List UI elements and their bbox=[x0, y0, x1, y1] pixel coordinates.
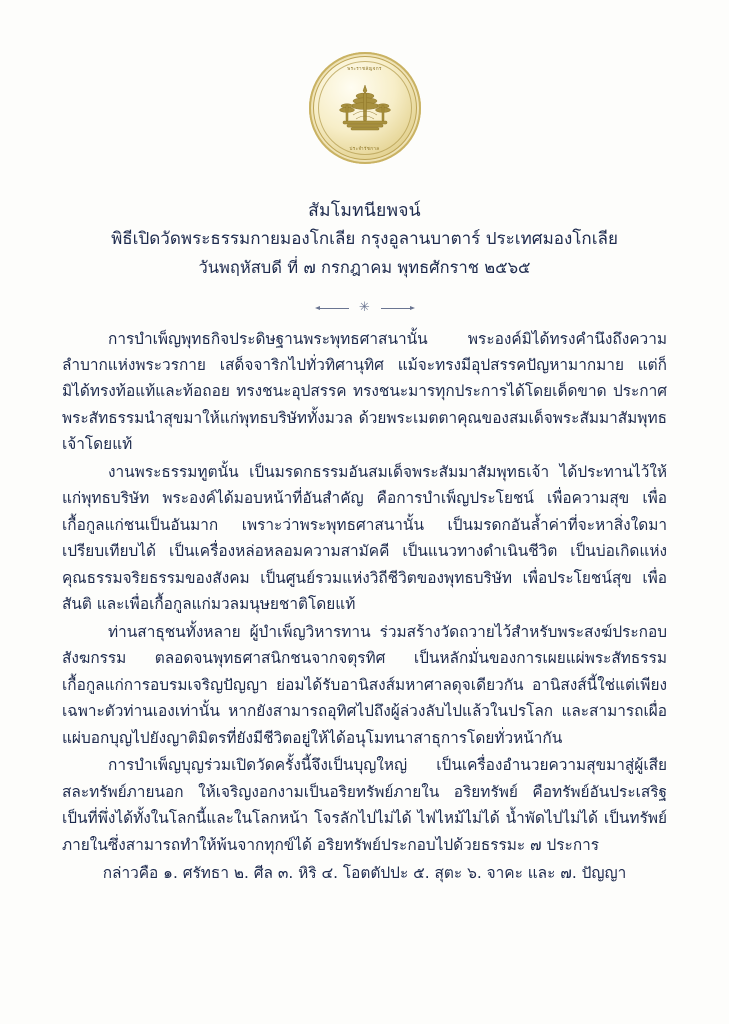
royal-garuda-seal-icon bbox=[309, 52, 421, 164]
emblem-top-text: พระราชลัญจกร bbox=[347, 67, 382, 72]
emblem-container bbox=[62, 0, 667, 164]
body-closing-line: กล่าวคือ ๑. ศรัทธา ๒. ศีล ๓. หิริ ๔. โอตตัปปะ ๕. สุตะ ๖. จาคะ และ ๗. ปัญญา bbox=[102, 864, 627, 883]
divider-star-icon: ✳ bbox=[359, 300, 370, 315]
emblem-artwork-icon bbox=[326, 69, 404, 147]
body-paragraph: การบำเพ็ญพุทธกิจประดิษฐานพระพุทธศาสนานั้น พระองค์มิได้ทรงคำนึงถึงความลำบากแห่งพระวรกาย เสด็จจาริกไปทั่วทิศานุทิศ แม้จะทรงมีอุปสรรคปัญหามากมาย แต่ก็มิได้ทรงท้อแท้และท้อถอย ทรงชนะอุปสรรค ทรงชนะมารทุกประการได้โดยเด็ดขาด ประกาศพระสัทธรรมนำสุขมาให้แก่พุทธบริษัททั้งมวล ด้วยพระเมตตาคุณของสมเด็จพระสัมมาสัมพุทธเจ้าโดยแท้ bbox=[62, 329, 667, 454]
page-subtitle: พิธีเปิดวัดพระธรรมกายมองโกเลีย กรุงอูลานบาตาร์ ประเทศมองโกเลีย bbox=[111, 229, 618, 250]
body-paragraph: ท่านสาธุชนทั้งหลาย ผู้บำเพ็ญวิหารทาน ร่วมสร้างวัดถวายไว้สำหรับพระสงฆ์ประกอบสังฆกรรม ตลอดจนพุทธศาสนิกชนจากจตุรทิศ เป็นหลักมั่นของการเผยแผ่พระสัทธรรม เกื้อกูลแก่การอบรมเจริญปัญญา ย่อมได้รับอานิสงส์มหาศาลดุจเดียวกัน อานิสงส์นี้ใช่แต่เพียงเฉพาะตัวท่านเองเท่านั้น หากยังสามารถอุทิศไปถึงผู้ล่วงลับไปแล้วในปรโลก และสามารถเผื่อแผ่บอกบุญไปยังญาติมิตรที่ยังมีชีวิตอยู่ให้ได้อนุโมทนาสาธุการโดยทั่วหน้ากัน bbox=[62, 622, 667, 747]
body-paragraph: งานพระธรรมทูตนั้น เป็นมรดกธรรมอันสมเด็จพระสัมมาสัมพุทธเจ้า ได้ประทานไว้ให้แก่พุทธบริษัท พระองค์ได้มอบหน้าที่อันสำคัญ คือการบำเพ็ญประโยชน์ เพื่อความสุข เพื่อเกื้อกูลแก่ชนเป็นอันมาก เพราะว่าพระพุทธศาสนานั้น เป็นมรดกอันล้ำค่าที่จะหาสิ่งใดมาเปรียบเทียบได้ เป็นเครื่องหล่อหลอมความสามัคคี เป็นแนวทางดำเนินชีวิต เป็นบ่อเกิดแห่งคุณธรรมจริยธรรมของสังคม เป็นศูนย์รวมแห่งวิถีชีวิตของพุทธบริษัท เพื่อประโยชน์สุข เพื่อสันติ และเพื่อเกื้อกูลแก่มวลมนุษยชาติโดยแท้ bbox=[62, 462, 667, 614]
emblem-inner bbox=[326, 69, 404, 147]
page-title: สัมโมทนียพจน์ bbox=[308, 201, 421, 221]
document-body bbox=[62, 326, 667, 887]
emblem-bottom-text: ประจำรัชกาล bbox=[349, 147, 380, 152]
ornamental-divider bbox=[319, 300, 411, 316]
divider-left-bar bbox=[319, 308, 349, 309]
title-block bbox=[62, 198, 667, 282]
page-date: วันพฤหัสบดี ที่ ๗ กรกฎาคม พุทธศักราช ๒๕๖๕ bbox=[198, 257, 531, 277]
body-paragraph: การบำเพ็ญบุญร่วมเปิดวัดครั้งนี้จึงเป็นบุญใหญ่ เป็นเครื่องอำนวยความสุขมาสู่ผู้เสียสละทรัพย์ภายนอก ให้เจริญงอกงามเป็นอริยทรัพย์ภายใน อริยทรัพย์ คือทรัพย์อันประเสริฐ เป็นที่พึ่งได้ทั้งในโลกนี้และในโลกหน้า โจรลักไปไม่ได้ ไฟไหม้ไม่ได้ น้ำพัดไปไม่ได้ เป็นทรัพย์ภายในซึ่งสามารถทำให้พ้นจากทุกข์ได้ อริยทรัพย์ประกอบไปด้วยธรรมะ ๗ ประการ bbox=[62, 756, 667, 854]
divider-right-bar bbox=[381, 308, 411, 309]
